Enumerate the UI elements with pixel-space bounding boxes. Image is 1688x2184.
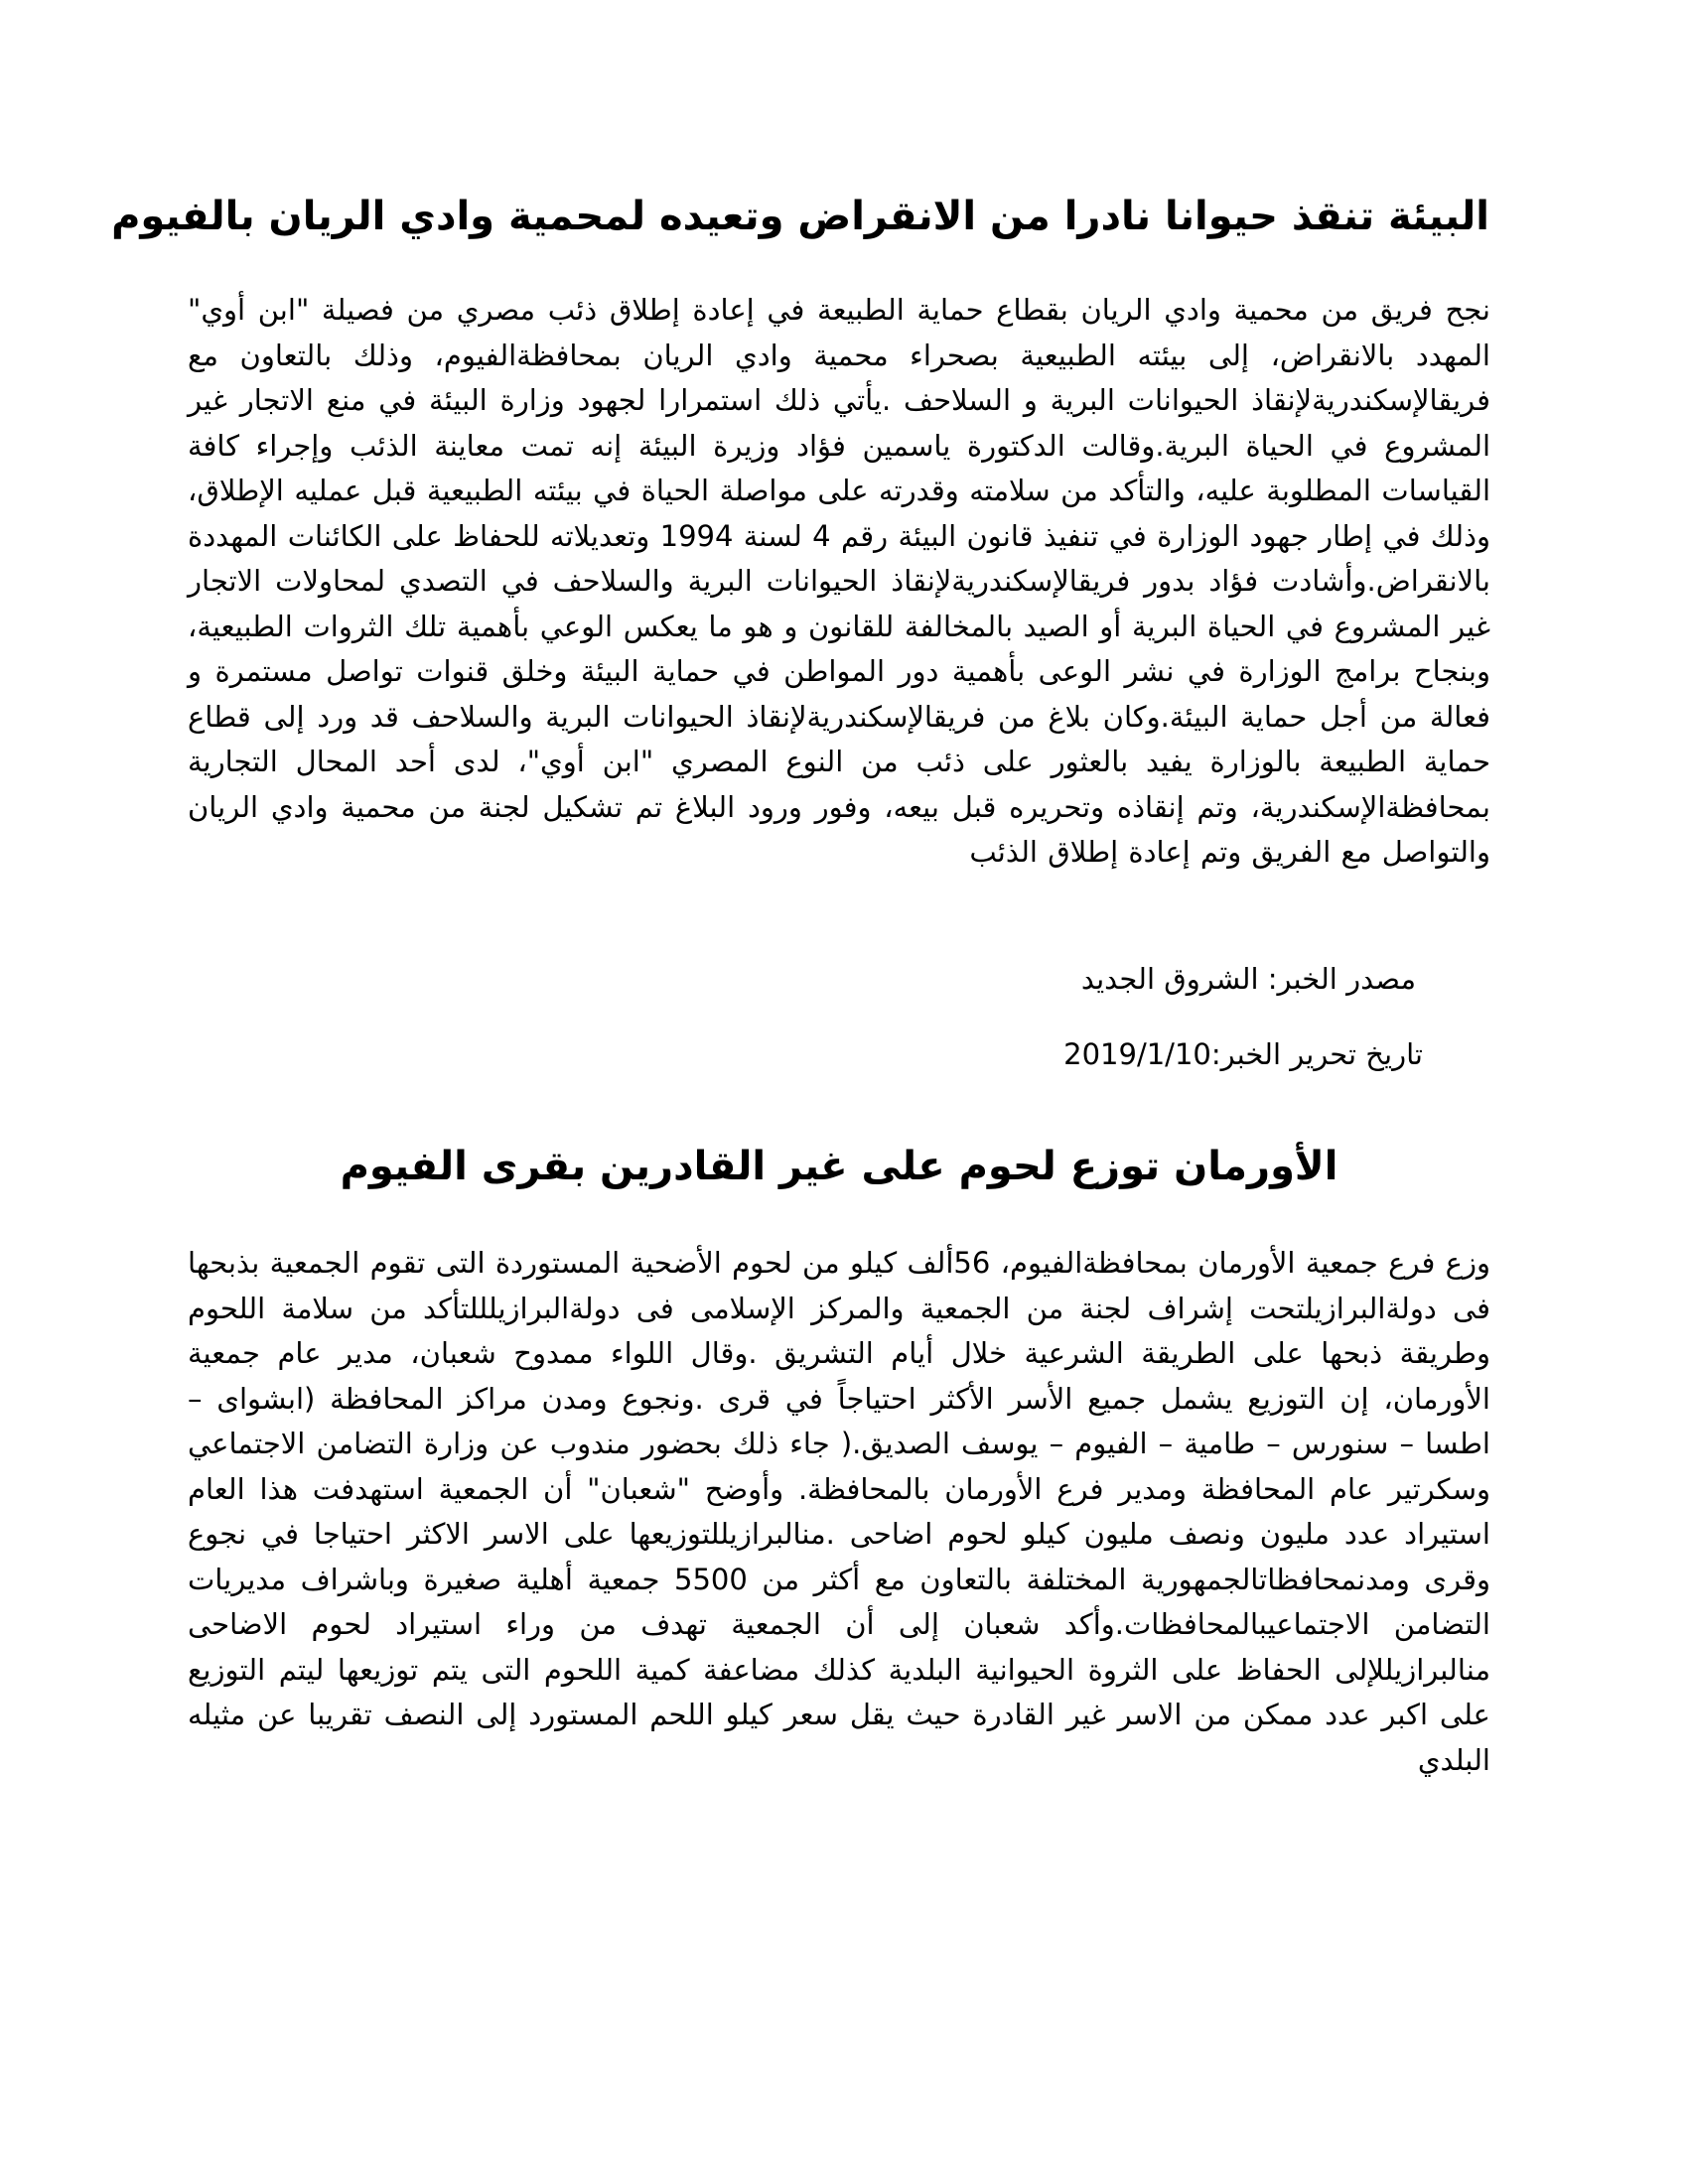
article-1-date: تاريخ تحرير الخبر:2019/1/10 [1063,1037,1423,1071]
article-2-body: وزع فرع جمعية الأورمان بمحافظةالفيوم، 56ألف كيلو من لحوم الأضحية المستوردة التى تقوم الجمعية بذبحها فى دولةالبرازيلتحت إشراف لجنة من الجمعية والمركز الإسلامى فى دولةالبرازيلللتأكد من سلامة اللحوم وطريقة ذبحها على الطريقة الشرعية خلال أيام التشريق .وقال اللواء ممدوح شعبان، مدير عام جمعية الأورمان، إن التوزيع يشمل جميع الأسر الأكثر احتياجاً في قرى .ونجوع ومدن مراكز المحافظة (ابشواى – اطسا – سنورس – طامية – الفيوم – يوسف الصديق.( جاء ذلك بحضور مندوب عن وزارة التضامن الاجتماعي وسكرتير عام المحافظة ومدير فرع الأورمان بالمحافظة. وأوضح "شعبان" أن الجمعية استهدفت هذا العام استيراد عدد مليون ونصف مليون كيلو لحوم اضاحى .منالبرازيللتوزيعها على الاسر الاكثر احتياجا في نجوع وقرى ومدنمحافظاتالجمهورية المختلفة بالتعاون مع أكثر من 5500 جمعية أهلية صغيرة وباشراف مديريات التضامن الاجتماعيبالمحافظات.وأكد شعبان إلى أن الجمعية تهدف من وراء استيراد لحوم الاضاحى منالبرازيللإلى الحفاظ على الثروة الحيوانية البلدية كذلك مضاعفة كمية اللحوم التى يتم توزيعها ليتم التوزيع على اكبر عدد ممكن من الاسر غير القادرة حيث يقل سعر كيلو اللحم المستورد إلى النصف تقريبا عن مثيله البلدي [188,1246,1490,1777]
article-2-title: الأورمان توزع لحوم على غير القادرين بقرى الفيوم [340,1144,1338,1189]
article-1-body: نجح فريق من محمية وادي الريان بقطاع حماية الطبيعة في إعادة إطلاق ذئب مصري من فصيلة "ابن أوي" المهدد بالانقراض، إلى بيئته الطبيعية بصحراء محمية وادي الريان بمحافظةالفيوم، وذلك بالتعاون مع فريقالإسكندريةلإنقاذ الحيوانات البرية و السلاحف .يأتي ذلك استمرارا لجهود وزارة البيئة في منع الاتجار غير المشروع في الحياة البرية.وقالت الدكتورة ياسمين فؤاد وزيرة البيئة إنه تمت معاينة الذئب وإجراء كافة القياسات المطلوبة عليه، والتأكد من سلامته وقدرته على مواصلة الحياة في بيئته الطبيعية قبل عمليه الإطلاق، وذلك في إطار جهود الوزارة في تنفيذ قانون البيئة رقم 4 لسنة 1994 وتعديلاته للحفاظ على الكائنات المهددة بالانقراض.وأشادت فؤاد بدور فريقالإسكندريةلإنقاذ الحيوانات البرية والسلاحف في التصدي لمحاولات الاتجار غير المشروع في الحياة البرية أو الصيد بالمخالفة للقانون و هو ما يعكس الوعي بأهمية تلك الثروات الطبيعية، وبنجاح برامج الوزارة في نشر الوعى بأهمية دور المواطن في حماية البيئة وخلق قنوات تواصل مستمرة و فعالة من أجل حماية البيئة.وكان بلاغ من فريقالإسكندريةلإنقاذ الحيوانات البرية والسلاحف قد ورد إلى قطاع حماية الطبيعة بالوزارة يفيد بالعثور على ذئب من النوع المصري "ابن أوي"، لدى أحد المحال التجارية بمحافظةالإسكندرية، وتم إنقاذه وتحريره قبل بيعه، وفور ورود البلاغ تم تشكيل لجنة من محمية وادي الريان والتواصل مع الفريق وتم إعادة إطلاق الذئب [188,293,1490,869]
article-1-title: البيئة تنقذ حيوانا نادرا من الانقراض وتعيده لمحمية وادي الريان بالفيوم [111,194,1489,239]
article-1-source: مصدر الخبر: الشروق الجديد [1080,962,1416,996]
